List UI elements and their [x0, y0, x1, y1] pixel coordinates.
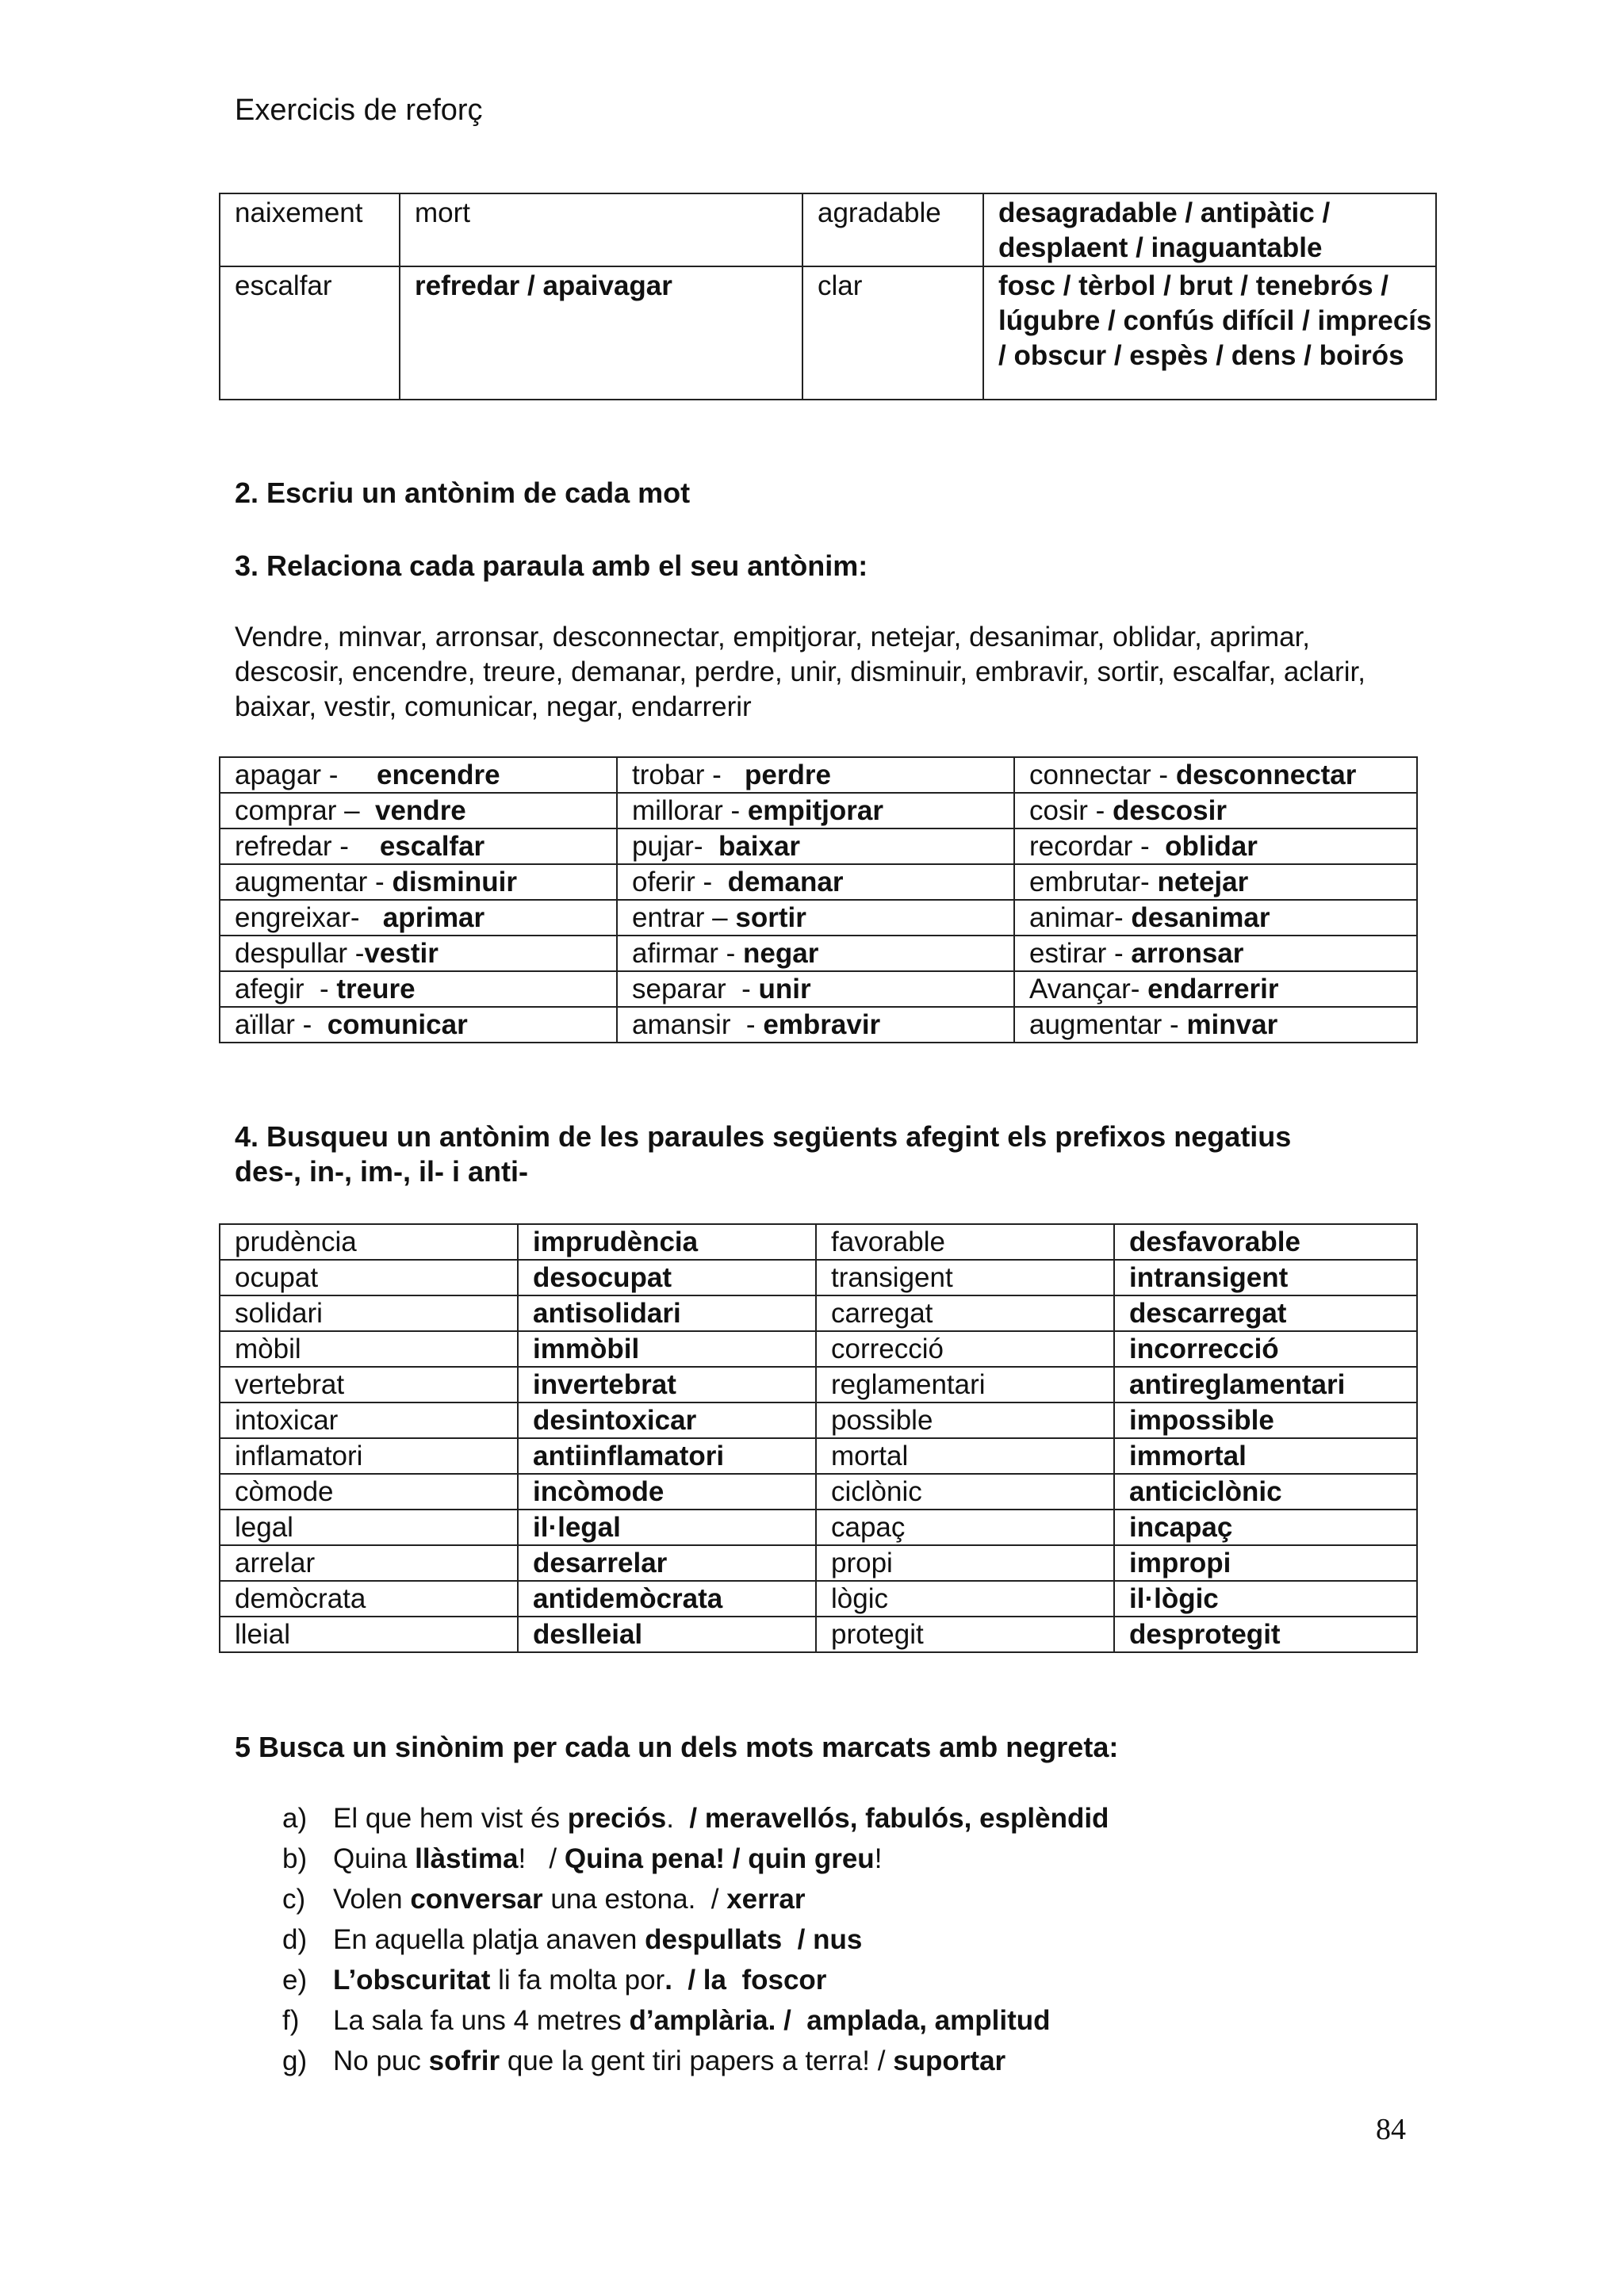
table-cell: propi	[816, 1545, 1114, 1581]
table-row	[220, 1545, 1417, 1581]
section-3-word-list: Vendre, minvar, arronsar, desconnectar, empitjorar, netejar, desanimar, oblidar, aprimar, descosir, encendre, treure, demanar, perdre, unir, disminuir, embravir, sortir, escalfar, aclarir, baixar, vestir, comunicar, negar, endarrerir	[235, 622, 1365, 722]
table-cell: desagradable / antipàtic / desplaent / inaguantable	[983, 193, 1436, 266]
table-cell: incòmode	[518, 1474, 816, 1510]
antonym: embravir	[763, 1009, 881, 1040]
table-cell	[1014, 936, 1417, 971]
table-cell: ocupat	[220, 1260, 518, 1295]
table-row	[220, 1224, 1417, 1260]
table-cell	[617, 971, 1014, 1007]
word: animar-	[1029, 902, 1132, 933]
list-text: En aquella platja anaven	[333, 1924, 645, 1955]
list-text: El que hem vist és	[333, 1803, 568, 1834]
antonym: desanimar	[1131, 902, 1270, 933]
table-cell	[1014, 971, 1417, 1007]
section-2-title: 2. Escriu un antònim de cada mot	[235, 476, 691, 509]
table-row	[220, 1474, 1417, 1510]
table-cell	[617, 864, 1014, 900]
word: amansir -	[632, 1009, 764, 1040]
antonym: demanar	[727, 867, 844, 897]
table-cell: lògic	[816, 1581, 1114, 1617]
antonym: arronsar	[1131, 938, 1244, 969]
word: oferir -	[632, 867, 728, 897]
list-text: / meravellós, fabulós, esplèndid	[689, 1803, 1109, 1834]
word: afegir -	[235, 974, 337, 1004]
section-3-title: 3. Relaciona cada paraula amb el seu antònim:	[235, 549, 868, 582]
list-label: g)	[282, 2045, 308, 2076]
prefix-antonyms-table	[219, 1223, 1418, 1653]
word: pujar-	[632, 831, 718, 862]
table-cell	[1014, 757, 1417, 793]
page-number: 84	[1376, 2113, 1406, 2146]
table-cell: incapaç	[1114, 1510, 1417, 1545]
table-cell: legal	[220, 1510, 518, 1545]
table-cell: immòbil	[518, 1331, 816, 1367]
list-text: Volen	[333, 1884, 411, 1915]
word: comprar –	[235, 795, 375, 826]
table-cell: mort	[400, 193, 802, 266]
antonym: aprimar	[382, 902, 485, 933]
table-cell	[1014, 900, 1417, 936]
table-cell: mòbil	[220, 1331, 518, 1367]
list-text: ! /	[518, 1843, 565, 1874]
antonym: empitjorar	[747, 795, 883, 826]
table-cell: possible	[816, 1402, 1114, 1438]
table-cell: intoxicar	[220, 1402, 518, 1438]
table-cell	[220, 793, 617, 828]
antonym: escalfar	[379, 831, 485, 862]
table-row	[220, 1617, 1417, 1652]
table-row	[220, 793, 1417, 828]
table-row	[220, 1510, 1417, 1545]
antonym: desconnectar	[1175, 760, 1357, 790]
list-item	[282, 1919, 1109, 1960]
word: Avançar-	[1029, 974, 1148, 1004]
list-text: una estona. /	[542, 1884, 727, 1915]
antonym: minvar	[1186, 1009, 1278, 1040]
table-cell	[1014, 864, 1417, 900]
table-cell: desocupat	[518, 1260, 816, 1295]
antonym: baixar	[718, 831, 801, 862]
word: recordar -	[1029, 831, 1166, 862]
table-cell	[220, 757, 617, 793]
table-cell	[220, 900, 617, 936]
table-cell: escalfar	[220, 266, 400, 400]
table-cell: carregat	[816, 1295, 1114, 1331]
table-cell	[617, 757, 1014, 793]
table-row	[220, 971, 1417, 1007]
word: augmentar -	[1029, 1009, 1187, 1040]
table-cell: anticiclònic	[1114, 1474, 1417, 1510]
table-cell: lleial	[220, 1617, 518, 1652]
word: entrar –	[632, 902, 736, 933]
list-text: L’obscuritat	[333, 1965, 491, 1996]
table-cell: favorable	[816, 1224, 1114, 1260]
word: millorar -	[632, 795, 748, 826]
table-cell: clar	[802, 266, 983, 400]
antonym: sortir	[735, 902, 806, 933]
table-cell: desintoxicar	[518, 1402, 816, 1438]
table-cell	[220, 1007, 617, 1043]
list-text: La sala fa uns 4 metres	[333, 2005, 630, 2036]
table-row	[220, 1007, 1417, 1043]
antonym: perdre	[744, 760, 831, 790]
word: embrutar-	[1029, 867, 1158, 897]
word: trobar -	[632, 760, 745, 790]
table-cell: inflamatori	[220, 1438, 518, 1474]
antonym: comunicar	[327, 1009, 468, 1040]
list-item	[282, 1879, 1109, 1919]
list-text: sofrir	[428, 2045, 500, 2076]
section-4-title-line1: 4. Busqueu un antònim de les paraules següents afegint els prefixos negatius	[235, 1120, 1292, 1153]
table-cell: protegit	[816, 1617, 1114, 1652]
antonym: descosir	[1113, 795, 1227, 826]
word: engreixar-	[235, 902, 383, 933]
table-cell: vertebrat	[220, 1367, 518, 1402]
list-label: b)	[282, 1843, 308, 1874]
antonym: unir	[758, 974, 811, 1004]
table-row	[220, 1438, 1417, 1474]
antonym: vendre	[375, 795, 466, 826]
list-item	[282, 2000, 1109, 2041]
antonyms-table-top	[219, 193, 1437, 400]
table-cell	[1014, 1007, 1417, 1043]
table-cell: naixement	[220, 193, 400, 266]
table-cell: desprotegit	[1114, 1617, 1417, 1652]
list-text: que la gent tiri papers a terra! /	[500, 2045, 894, 2076]
word: afirmar -	[632, 938, 743, 969]
antonym: negar	[743, 938, 819, 969]
antonym: treure	[336, 974, 416, 1004]
table-row	[220, 193, 1436, 266]
list-text: .	[666, 1803, 690, 1834]
table-cell: mortal	[816, 1438, 1114, 1474]
table-cell: impropi	[1114, 1545, 1417, 1581]
table-cell: antidemòcrata	[518, 1581, 816, 1617]
table-row	[220, 936, 1417, 971]
table-cell: antireglamentari	[1114, 1367, 1417, 1402]
table-cell	[617, 936, 1014, 971]
table-cell: imprudència	[518, 1224, 816, 1260]
table-cell	[220, 936, 617, 971]
list-item	[282, 1839, 1109, 1879]
antonym: oblidar	[1165, 831, 1258, 862]
table-cell	[617, 1007, 1014, 1043]
table-cell	[617, 793, 1014, 828]
table-cell: desarrelar	[518, 1545, 816, 1581]
antonym: vestir	[364, 938, 439, 969]
list-label: f)	[282, 2005, 300, 2036]
table-cell: descarregat	[1114, 1295, 1417, 1331]
table-cell: ciclònic	[816, 1474, 1114, 1510]
list-item	[282, 1960, 1109, 2000]
list-text: preciós	[567, 1803, 667, 1834]
antonym: encendre	[376, 760, 500, 790]
list-text: li fa molta por	[490, 1965, 665, 1996]
table-cell: arrelar	[220, 1545, 518, 1581]
table-cell: agradable	[802, 193, 983, 266]
list-text: . / la foscor	[665, 1965, 827, 1996]
table-row	[220, 757, 1417, 793]
word: refredar -	[235, 831, 380, 862]
list-label: d)	[282, 1924, 308, 1955]
list-text: d’amplària. / amplada, amplitud	[629, 2005, 1051, 2036]
page-header: Exercicis de reforç	[235, 94, 483, 127]
table-cell: refredar / apaivagar	[400, 266, 802, 400]
table-cell: reglamentari	[816, 1367, 1114, 1402]
word: augmentar -	[235, 867, 393, 897]
table-row	[220, 864, 1417, 900]
table-cell	[220, 971, 617, 1007]
table-cell: desfavorable	[1114, 1224, 1417, 1260]
list-text: llàstima	[415, 1843, 519, 1874]
list-text: No puc	[333, 2045, 429, 2076]
list-label: c)	[282, 1884, 306, 1915]
table-cell	[1014, 828, 1417, 864]
list-label: e)	[282, 1965, 308, 1996]
table-cell: impossible	[1114, 1402, 1417, 1438]
list-text: !	[874, 1843, 883, 1874]
table-cell: correcció	[816, 1331, 1114, 1367]
list-item	[282, 2041, 1109, 2081]
table-cell: intransigent	[1114, 1260, 1417, 1295]
list-label: a)	[282, 1803, 308, 1834]
word: cosir -	[1029, 795, 1113, 826]
table-cell: il·legal	[518, 1510, 816, 1545]
word: separar -	[632, 974, 759, 1004]
table-cell: fosc / tèrbol / brut / tenebrós / lúgubre / confús difícil / imprecís / obscur / espès / dens / boirós	[983, 266, 1436, 400]
table-cell: solidari	[220, 1295, 518, 1331]
table-cell: antiinflamatori	[518, 1438, 816, 1474]
table-cell	[617, 900, 1014, 936]
list-text: Quina	[333, 1843, 416, 1874]
word: aïllar -	[235, 1009, 327, 1040]
table-cell: invertebrat	[518, 1367, 816, 1402]
table-cell: immortal	[1114, 1438, 1417, 1474]
table-row	[220, 1402, 1417, 1438]
table-cell: transigent	[816, 1260, 1114, 1295]
table-cell: deslleial	[518, 1617, 816, 1652]
section-5-title: 5 Busca un sinònim per cada un dels mots marcats amb negreta:	[235, 1731, 1119, 1763]
table-cell: prudència	[220, 1224, 518, 1260]
antonym-pairs-table	[219, 756, 1418, 1043]
word: connectar -	[1029, 760, 1176, 790]
table-cell: còmode	[220, 1474, 518, 1510]
word: estirar -	[1029, 938, 1132, 969]
table-cell	[220, 828, 617, 864]
antonym: endarrerir	[1147, 974, 1279, 1004]
table-row	[220, 1367, 1417, 1402]
table-cell: antisolidari	[518, 1295, 816, 1331]
table-row	[220, 266, 1436, 400]
table-cell: il·lògic	[1114, 1581, 1417, 1617]
table-cell: incorrecció	[1114, 1331, 1417, 1367]
table-row	[220, 1581, 1417, 1617]
section-4-title-line2: des-, in-, im-, il- i anti-	[235, 1155, 529, 1188]
list-text: xerrar	[726, 1884, 806, 1915]
list-text: conversar	[410, 1884, 543, 1915]
table-row	[220, 900, 1417, 936]
table-row	[220, 828, 1417, 864]
antonym: netejar	[1157, 867, 1249, 897]
synonyms-list	[282, 1798, 1109, 2081]
list-text: suportar	[893, 2045, 1006, 2076]
list-item	[282, 1798, 1109, 1839]
word: apagar -	[235, 760, 377, 790]
table-row	[220, 1331, 1417, 1367]
table-cell	[220, 864, 617, 900]
table-row	[220, 1295, 1417, 1331]
table-row	[220, 1260, 1417, 1295]
antonym: disminuir	[392, 867, 517, 897]
list-text: despullats / nus	[645, 1924, 863, 1955]
table-cell: demòcrata	[220, 1581, 518, 1617]
table-cell	[1014, 793, 1417, 828]
list-text: Quina pena! / quin greu	[564, 1843, 875, 1874]
table-cell: capaç	[816, 1510, 1114, 1545]
table-cell	[617, 828, 1014, 864]
word: despullar -	[235, 938, 365, 969]
